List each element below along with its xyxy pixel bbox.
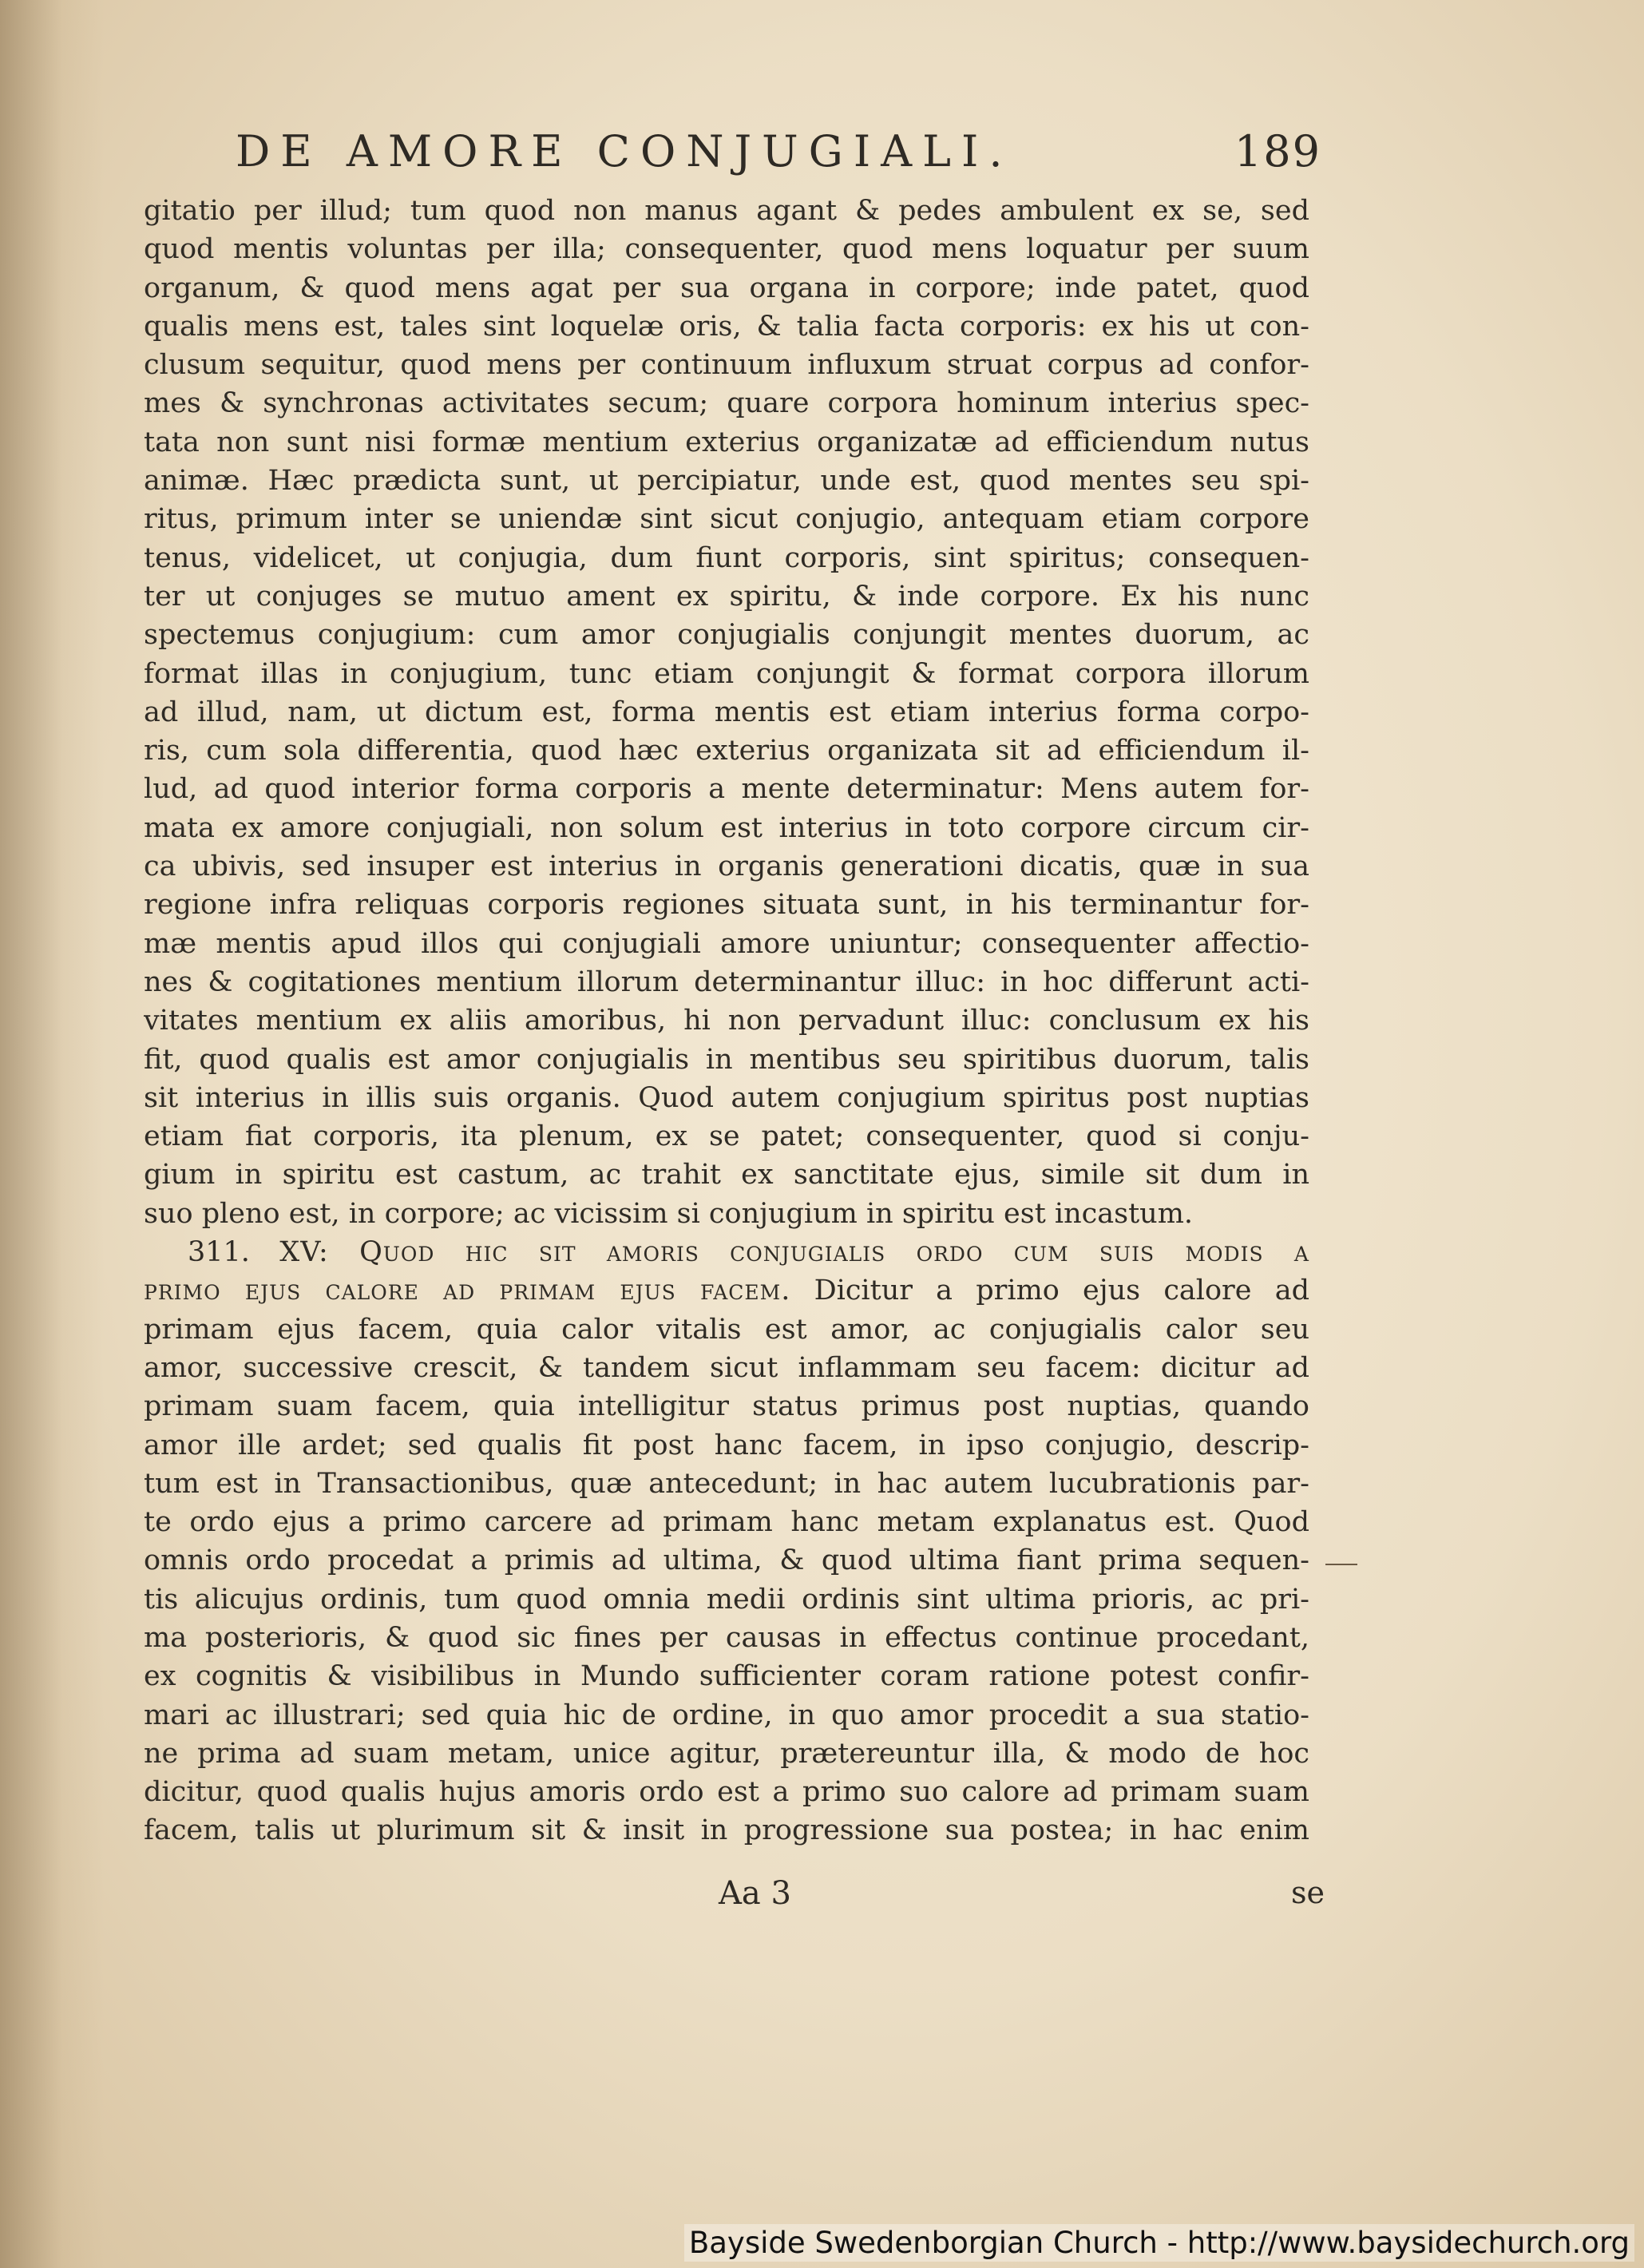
text-line: omnis ordo procedat a primis ad ultima, & quod ultima fiant prima sequen-: [144, 1544, 1309, 1577]
text-line: primam ejus facem, quia calor vitalis est amor, ac conjugialis calor seu: [144, 1313, 1309, 1346]
text-line: ma posterioris, & quod sic fines per causas in effectus continue procedant,: [144, 1621, 1309, 1654]
catchword: se: [1291, 1875, 1325, 1910]
text-line: gitatio per illud; tum quod non manus agant & pedes ambulent ex se, sed: [144, 195, 1309, 227]
body-text: [144, 192, 1309, 1850]
gutter-shadow: [0, 0, 104, 2268]
text-line: quod mentis voluntas per illa; consequenter, quod mens loquatur per suum: [144, 233, 1309, 266]
text-line: format illas in conjugium, tunc etiam conjungit & format corpora illorum: [144, 657, 1309, 690]
text-line: clusum sequitur, quod mens per continuum influxum struat corpus ad confor-: [144, 349, 1309, 382]
text-line: lud, ad quod interior forma corporis a mente determinatur: Mens autem for-: [144, 773, 1309, 806]
margin-mark: [1325, 1564, 1357, 1565]
section-heading-line: [144, 1233, 1309, 1271]
text-line: ritus, primum inter se uniendæ sint sicut conjugio, antequam etiam corpore: [144, 503, 1309, 536]
text-line: nes & cogitationes mentium illorum determinantur illuc: in hoc differunt acti-: [144, 965, 1309, 998]
text-line: dicitur, quod qualis hujus amoris ordo est a primo suo calore ad primam suam: [144, 1776, 1309, 1809]
text-line: ter ut conjuges se mutuo ament ex spiritu, & inde corpore. Ex his nunc: [144, 580, 1309, 613]
running-head: [236, 120, 1321, 184]
text-line: amor ille ardet; sed qualis fit post hanc facem, in ipso conjugio, descrip-: [144, 1429, 1309, 1461]
text-line: organum, & quod mens agat per sua organa in corpore; inde patet, quod: [144, 272, 1309, 304]
section-number: 311.: [188, 1236, 250, 1269]
text-line: ex cognitis & visibilibus in Mundo sufficienter coram ratione potest confir-: [144, 1660, 1309, 1693]
text-line: facem, talis ut plurimum sit & insit in progressione sua postea; in hac enim: [144, 1814, 1309, 1847]
text-line: suo pleno est, in corpore; ac vicissim si conjugium in spiritu est incastum.: [144, 1197, 1194, 1230]
text-line: fit, quod qualis est amor conjugialis in mentibus seu spiritibus duorum, talis: [144, 1043, 1309, 1076]
text-line: sit interius in illis suis organis. Quod autem conjugium spiritus post nuptias: [144, 1081, 1309, 1114]
text-line: ne prima ad suam metam, unice agitur, prætereuntur illa, & modo de hoc: [144, 1737, 1309, 1770]
text-line: mata ex amore conjugiali, non solum est interius in toto corpore circum cir-: [144, 811, 1309, 844]
text-line: ca ubivis, sed insuper est interius in organis generationi dicatis, quæ in sua: [144, 850, 1309, 883]
text-line: etiam fiat corporis, ita plenum, ex se patet; consequenter, quod si conju-: [144, 1120, 1309, 1153]
text-line: tata non sunt nisi formæ mentium exterius organizatæ ad efficiendum nutus: [144, 426, 1309, 458]
section-first-line-text: Dicitur a primo ejus calore ad: [814, 1275, 1309, 1307]
signature-mark: Aa 3: [719, 1875, 791, 1912]
text-line: mæ mentis apud illos qui conjugiali amore uniuntur; consequenter affectio-: [144, 927, 1309, 960]
page-number: 189: [1234, 126, 1321, 176]
text-line: tenus, videlicet, ut conjugia, dum fiunt corporis, sint spiritus; consequen-: [144, 541, 1309, 574]
text-line: ad illud, nam, ut dictum est, forma mentis est etiam interius forma corpo-: [144, 696, 1309, 728]
text-line: tis alicujus ordinis, tum quod omnia medii ordinis sint ultima prioris, ac pri-: [144, 1583, 1309, 1616]
text-line: qualis mens est, tales sint loquelæ oris, & talia facta corporis: ex his ut con-: [144, 310, 1309, 343]
text-line: primam suam facem, quia intelligitur status primus post nuptias, quando: [144, 1390, 1309, 1423]
text-line: animæ. Hæc prædicta sunt, ut percipiatur, unde est, quod mentes seu spi-: [144, 465, 1309, 498]
text-line: mes & synchronas activitates secum; quare corpora hominum interius spec-: [144, 387, 1309, 420]
text-line: amor, successive crescit, & tandem sicut inflammam seu facem: dicitur ad: [144, 1351, 1309, 1384]
text-line: gium in spiritu est castum, ac trahit ex sanctitate ejus, simile sit dum in: [144, 1159, 1309, 1191]
running-title: DE AMORE CONJUGIALI.: [236, 126, 1013, 176]
text-line: te ordo ejus a primo carcere ad primam hanc metam explanatus est. Quod: [144, 1506, 1309, 1539]
text-line: tum est in Transactionibus, quæ antecedunt; in hac autem lucubrationis par-: [144, 1467, 1309, 1500]
footer-caption: Bayside Swedenborgian Church - http://www.baysidechurch.org: [684, 2224, 1634, 2262]
section-heading-continued: primo ejus calore ad primam ejus facem.: [144, 1275, 791, 1307]
text-line: regione infra reliquas corporis regiones situata sunt, in his terminantur for-: [144, 889, 1309, 922]
text-line: ris, cum sola differentia, quod hæc exterius organizata sit ad efficiendum il-: [144, 735, 1309, 767]
section-heading-line-2: [144, 1271, 1309, 1310]
text-line: vitates mentium ex aliis amoribus, hi non pervadunt illuc: conclusum ex his: [144, 1005, 1309, 1037]
text-line: mari ac illustrari; sed quia hic de ordine, in quo amor procedit a sua statio-: [144, 1699, 1309, 1731]
section-heading: XV: Quod hic sit amoris conjugialis ordo cum suis modis a: [279, 1236, 1309, 1269]
text-line: spectemus conjugium: cum amor conjugialis conjungit mentes duorum, ac: [144, 619, 1309, 652]
